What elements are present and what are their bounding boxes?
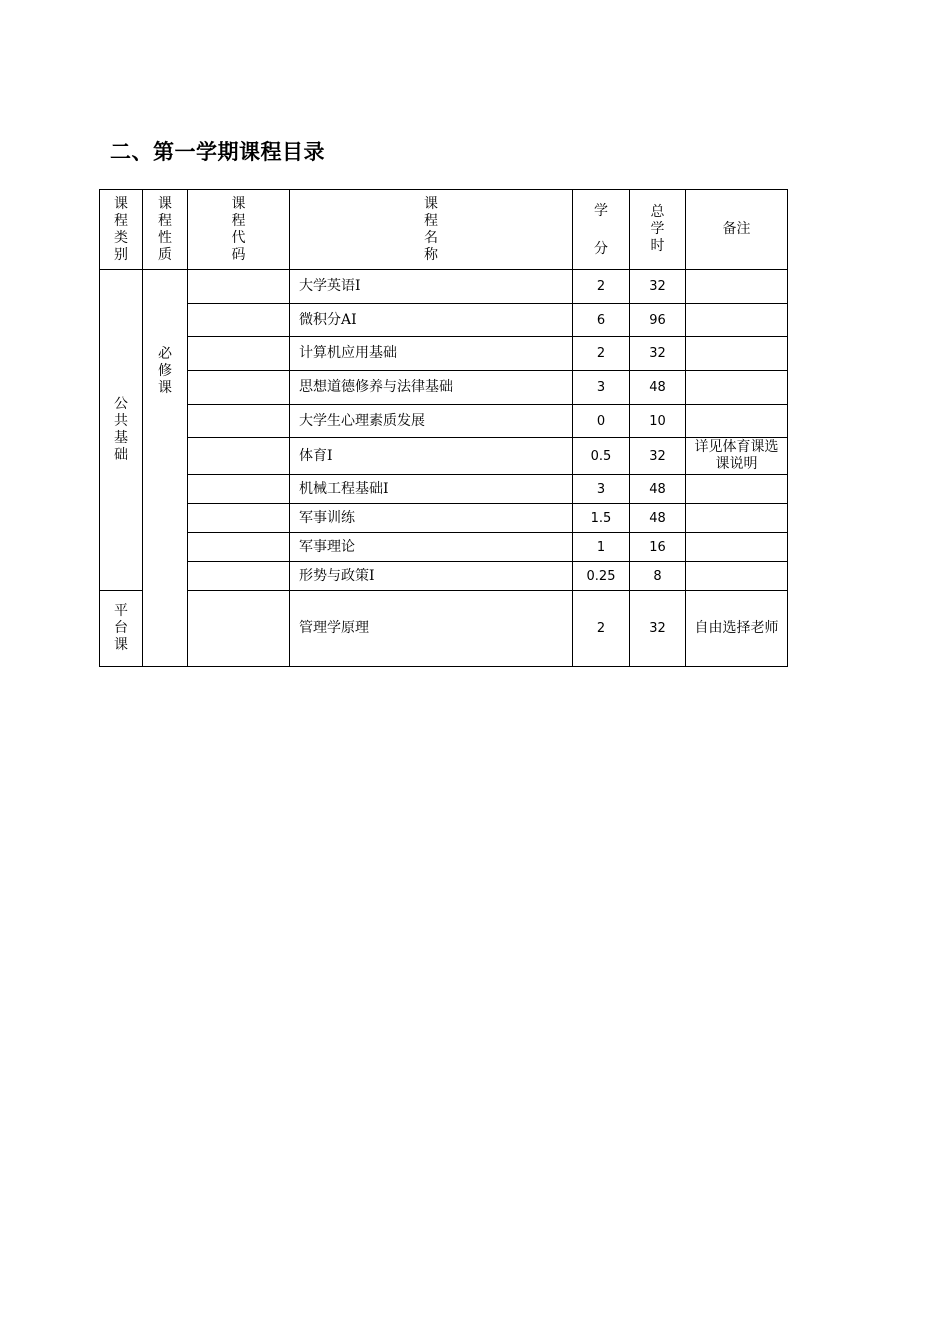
table-row [100, 591, 788, 667]
course-hours: 32 [630, 591, 686, 667]
course-credit: 3 [573, 475, 630, 504]
group-public-basic: 公共基础 [100, 270, 143, 591]
course-credit: 3 [573, 371, 630, 405]
course-credit: 2 [573, 591, 630, 667]
table-row [100, 337, 788, 371]
table-row [100, 270, 788, 304]
course-hours: 32 [630, 438, 686, 475]
course-code [188, 405, 290, 438]
course-code [188, 591, 290, 667]
table-row [100, 475, 788, 504]
page-title: 二、第一学期课程目录 [110, 140, 325, 164]
course-note [686, 371, 788, 405]
table-row [100, 504, 788, 533]
course-credit: 0.5 [573, 438, 630, 475]
course-note [686, 562, 788, 591]
table-row [100, 562, 788, 591]
header-code: 课程代码 [188, 190, 290, 270]
header-nature: 课程性质 [143, 190, 188, 270]
course-credit: 1 [573, 533, 630, 562]
course-name: 形势与政策I [290, 562, 573, 591]
table-row [100, 533, 788, 562]
course-name: 军事训练 [290, 504, 573, 533]
course-note [686, 504, 788, 533]
course-name: 微积分AⅠ [290, 304, 573, 337]
table-row [100, 304, 788, 337]
course-credit: 6 [573, 304, 630, 337]
table-row [100, 405, 788, 438]
header-category: 课程类别 [100, 190, 143, 270]
table-row [100, 371, 788, 405]
course-hours: 48 [630, 371, 686, 405]
course-note [686, 475, 788, 504]
course-note: 自由选择老师 [686, 591, 788, 667]
course-code [188, 504, 290, 533]
group-platform: 平台课 [100, 591, 143, 667]
course-note [686, 270, 788, 304]
header-hours: 总学时 [630, 190, 686, 270]
course-name: 军事理论 [290, 533, 573, 562]
course-code [188, 438, 290, 475]
header-name: 课程名称 [290, 190, 573, 270]
course-credit: 0.25 [573, 562, 630, 591]
course-code [188, 533, 290, 562]
course-table [99, 189, 788, 667]
course-hours: 48 [630, 475, 686, 504]
course-note [686, 405, 788, 438]
course-hours: 32 [630, 337, 686, 371]
course-note [686, 304, 788, 337]
course-credit: 2 [573, 337, 630, 371]
header-credit: 学分 [573, 190, 630, 270]
course-name: 计算机应用基础 [290, 337, 573, 371]
course-code [188, 304, 290, 337]
course-name: 大学生心理素质发展 [290, 405, 573, 438]
course-name: 思想道德修养与法律基础 [290, 371, 573, 405]
course-code [188, 475, 290, 504]
course-name: 大学英语Ⅰ [290, 270, 573, 304]
header-note: 备注 [686, 190, 788, 270]
course-hours: 96 [630, 304, 686, 337]
course-note [686, 533, 788, 562]
course-code [188, 270, 290, 304]
course-credit: 0 [573, 405, 630, 438]
table-row [100, 438, 788, 475]
course-note: 详见体育课选课说明 [686, 438, 788, 475]
course-hours: 48 [630, 504, 686, 533]
course-name: 管理学原理 [290, 591, 573, 667]
header-row [100, 190, 788, 270]
course-hours: 10 [630, 405, 686, 438]
group-required: 必修课 [143, 270, 188, 667]
course-hours: 16 [630, 533, 686, 562]
course-code [188, 371, 290, 405]
course-name: 机械工程基础Ⅰ [290, 475, 573, 504]
course-code [188, 562, 290, 591]
course-hours: 8 [630, 562, 686, 591]
course-credit: 2 [573, 270, 630, 304]
course-note [686, 337, 788, 371]
course-hours: 32 [630, 270, 686, 304]
course-name: 体育Ⅰ [290, 438, 573, 475]
course-credit: 1.5 [573, 504, 630, 533]
course-code [188, 337, 290, 371]
